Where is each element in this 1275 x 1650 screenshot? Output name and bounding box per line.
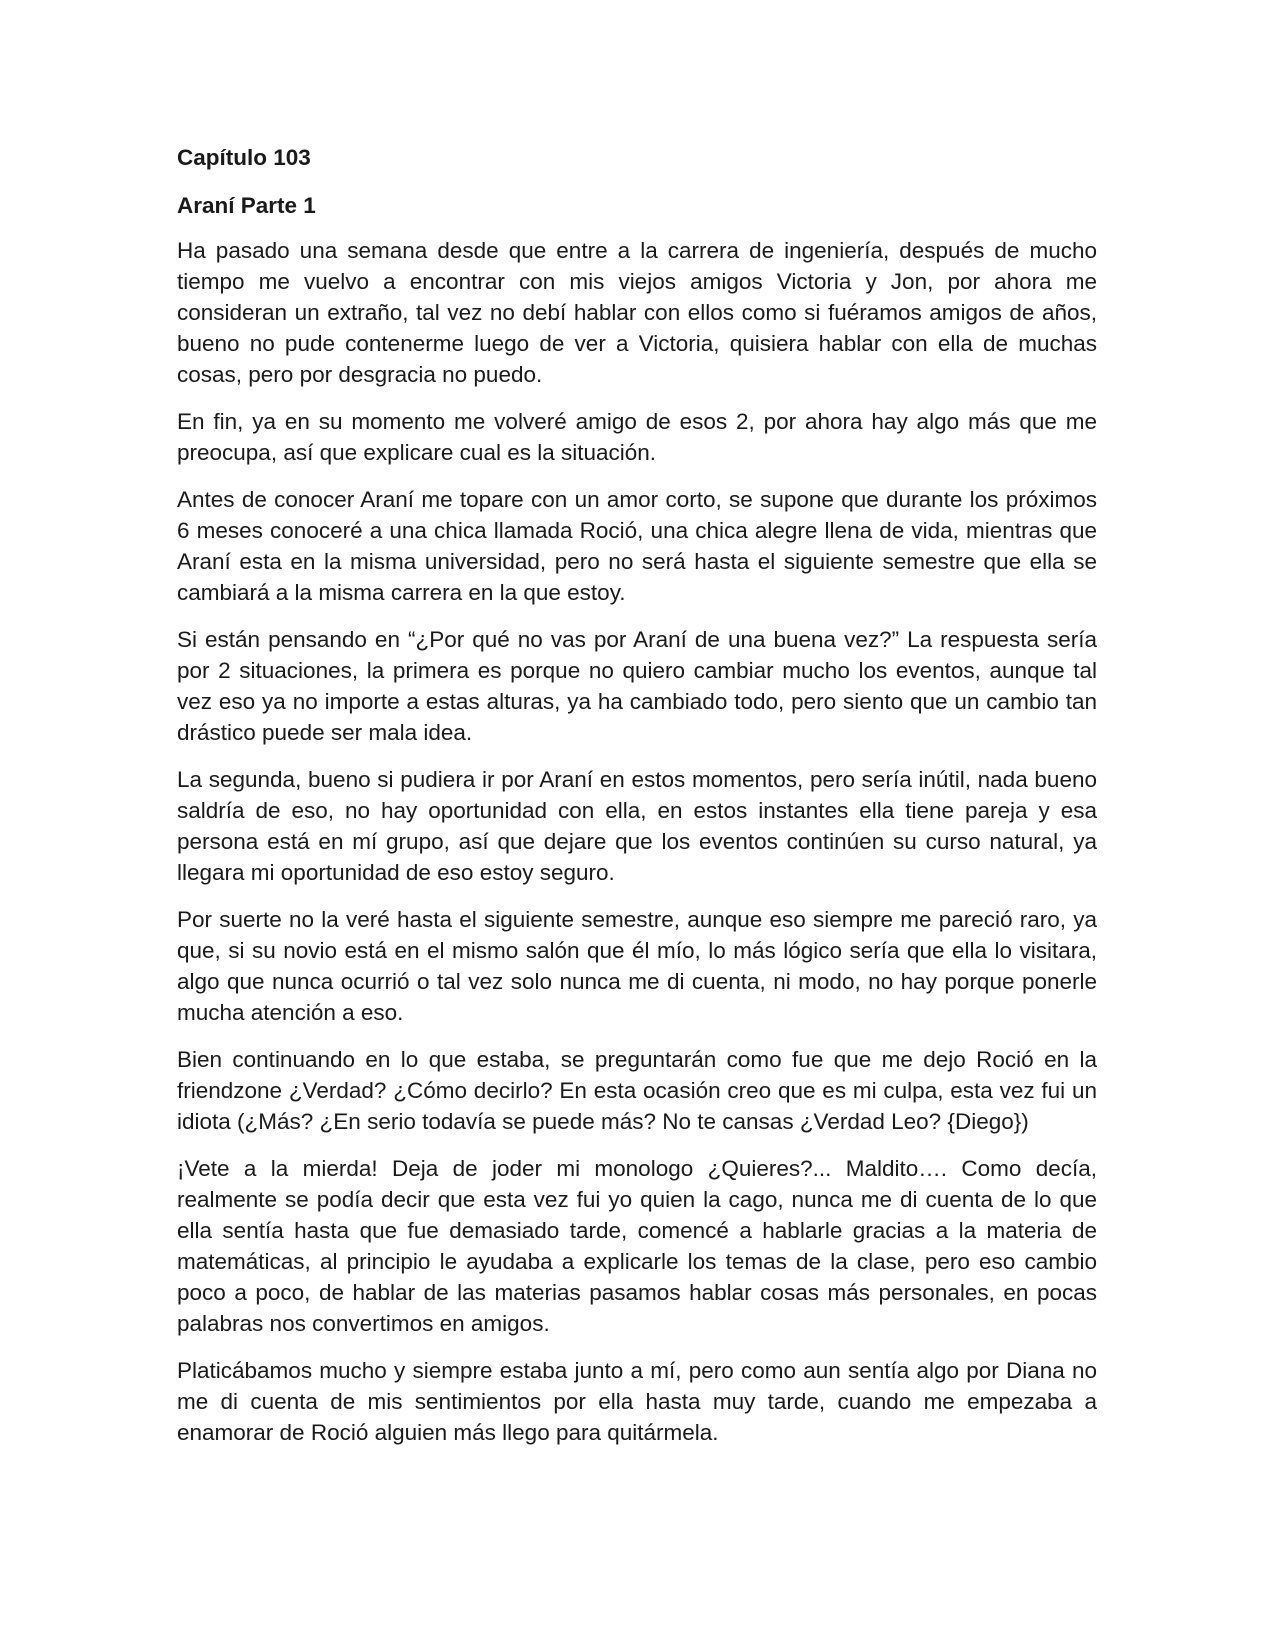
paragraph: Por suerte no la veré hasta el siguiente semestre, aunque eso siempre me pareció raro, ya que, si su novio está en el mismo salón que él mío, lo más lógico sería que ella lo visitara, algo que nunca ocurrió o tal vez solo nunca me di cuenta, ni modo, no hay porque ponerle mucha atención a eso. [177, 907, 1097, 1025]
paragraph: ¡Vete a la mierda! Deja de joder mi monologo ¿Quieres?... Maldito…. Como decía, realmente se podía decir que esta vez fui yo quien la cago, nunca me di cuenta de lo que ella sentía hasta que fue demasiado tarde, comencé a hablarle gracias a la materia de matemáticas, al principio le ayudaba a explicarle los temas de la clase, pero eso cambio poco a poco, de hablar de las materias pasamos hablar cosas más personales, en pocas palabras nos convertimos en amigos. [177, 1156, 1097, 1336]
paragraph: Antes de conocer Araní me topare con un amor corto, se supone que durante los próximos 6 meses conoceré a una chica llamada Roció, una chica alegre llena de vida, mientras que Araní esta en la misma universidad, pero no será hasta el siguiente semestre que ella se cambiará a la misma carrera en la que estoy. [177, 487, 1097, 605]
paragraph: Ha pasado una semana desde que entre a la carrera de ingeniería, después de mucho tiempo me vuelvo a encontrar con mis viejos amigos Victoria y Jon, por ahora me consideran un extraño, tal vez no debí hablar con ellos como si fuéramos amigos de años, bueno no pude contenerme luego de ver a Victoria, quisiera hablar con ella de muchas cosas, pero por desgracia no puedo. [177, 238, 1097, 387]
paragraph: Platicábamos mucho y siempre estaba junto a mí, pero como aun sentía algo por Diana no me di cuenta de mis sentimientos por ella hasta muy tarde, cuando me empezaba a enamorar de Roció alguien más llego para quitármela. [177, 1358, 1097, 1445]
paragraph: En fin, ya en su momento me volveré amigo de esos 2, por ahora hay algo más que me preocupa, así que explicare cual es la situación. [177, 409, 1097, 465]
paragraph: Si están pensando en “¿Por qué no vas por Araní de una buena vez?” La respuesta sería por 2 situaciones, la primera es porque no quiero cambiar mucho los eventos, aunque tal vez eso ya no importe a estas alturas, ya ha cambiado todo, pero siento que un cambio tan drástico puede ser mala idea. [177, 627, 1097, 745]
document-page [177, 142, 1097, 1464]
chapter-title: Capítulo 103 [177, 145, 311, 170]
section-title: Araní Parte 1 [177, 193, 316, 218]
paragraph: La segunda, bueno si pudiera ir por Araní en estos momentos, pero sería inútil, nada bueno saldría de eso, no hay oportunidad con ella, en estos instantes ella tiene pareja y esa persona está en mí grupo, así que dejare que los eventos continúen su curso natural, ya llegara mi oportunidad de eso estoy seguro. [177, 767, 1097, 885]
paragraph: Bien continuando en lo que estaba, se preguntarán como fue que me dejo Roció en la friendzone ¿Verdad? ¿Cómo decirlo? En esta ocasión creo que es mi culpa, esta vez fui un idiota (¿Más? ¿En serio todavía se puede más? No te cansas ¿Verdad Leo? {Diego}) [177, 1047, 1097, 1134]
